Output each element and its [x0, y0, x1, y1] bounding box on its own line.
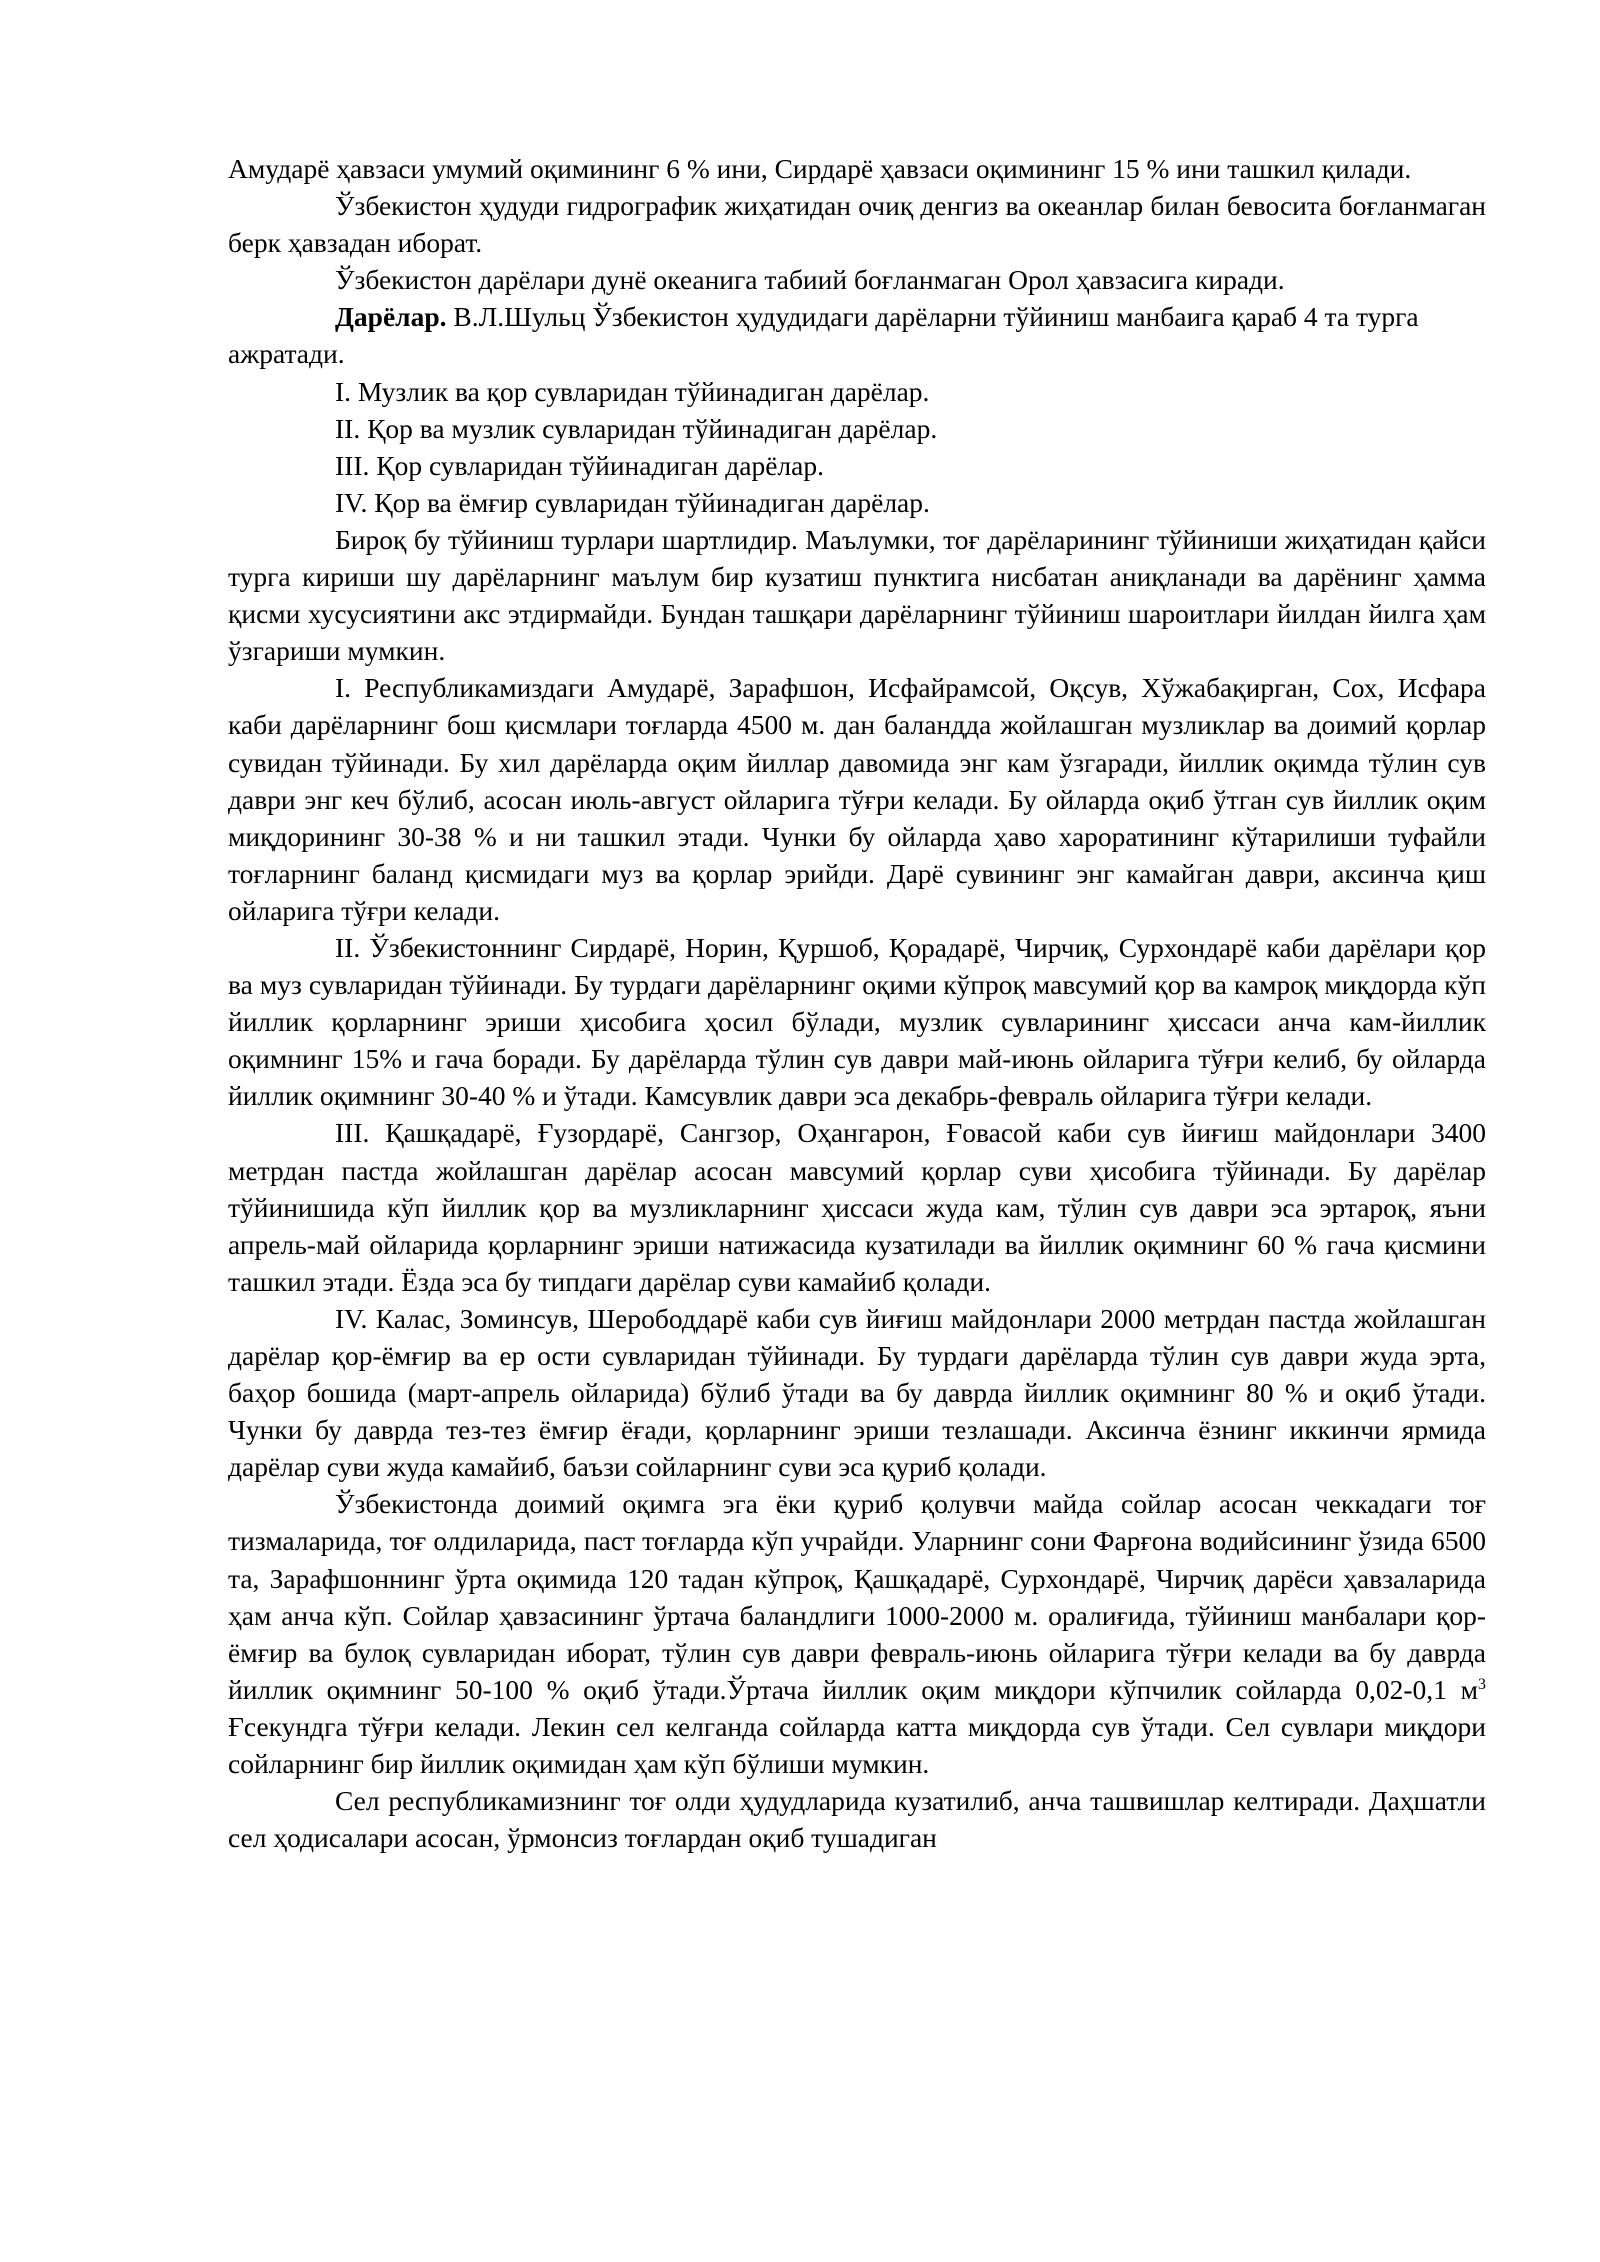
list-item-type-1: I. Музлик ва қор сувларидан тўйинадиган дарёлар.	[335, 375, 930, 407]
small-streams-text: Ўзбекистонда доимий оқимга эга ёки қуриб қолувчи майда сойлар асосан чеккадаги тоғ тизмаларида, тоғ олдиларида, паст тоғларда кўп учрайди. Уларнинг сони Фарғона водийсининг ўзида 6500 та, Зарафшоннинг ўрта оқимида 120 тадан кўпроқ, Қашқадарё, Сурхондарё, Чирчиқ дарёси ҳавзаларида ҳам анча кўп. Сойлар ҳавзасининг ўртача баландлиги 1000-2000 м. оралиғида, тўйиниш манбалари қор-ёмғир ва булоқ сувларидан иборат, тўлин сув даври февраль-июнь ойларига тўғри келади ва бу даврда йиллик оқимнинг 50-100 % оқиб ўтади.Ўртача йиллик оқим миқдори кўпчилик сойларда 0,02-0,1 м	[228, 1488, 1486, 1705]
list-item-type-4: IV. Қор ва ёмғир сувларидан тўйинадиган дарёлар.	[335, 486, 930, 518]
paragraph-closed-basin: Ўзбекистон ҳудуди гидрографик жиҳатидан очиқ денгиз ва океанлар билан бевосита боғланмаган берк ҳавзадан иборат.	[228, 190, 1486, 259]
paragraph-conditional-types: Бироқ бу тўйиниш турлари шартлидир. Маълумки, тоғ дарёларининг тўйиниши жиҳатидан қайси турга кириши шу дарёларнинг маълум бир кузатиш пунктига нисбатан аниқланади ва дарёнинг ҳамма қисми хусусиятини акс этдирмайди. Бундан ташқари дарёларнинг тўйиниш шароитлари йилдан йилга ҳам ўзгариши мумкин.	[228, 523, 1486, 667]
paragraph-type-2-detail: II. Ўзбекистоннинг Сирдарё, Норин, Қуршоб, Қорадарё, Чирчиқ, Сурхондарё каби дарёлари қор ва муз сувларидан тўйинади. Бу турдаги дарёларнинг оқими кўпроқ мавсумий қор ва камроқ миқдорда кўп йиллик қорларнинг эриши ҳисобига ҳосил бўлади, музлик сувларининг ҳиссаси анча кам-йиллик оқимнинг 15% и гача боради. Бу дарёларда тўлин сув даври май-июнь ойларига тўғри келиб, бу ойларда йиллик оқимнинг 30-40 % и ўтади. Камсувлик даври эса декабрь-февраль ойларига тўғри келади.	[228, 931, 1486, 1112]
paragraph-type-3-detail: III. Қашқадарё, Ғузордарё, Сангзор, Оҳангарон, Ғовасой каби сув йиғиш майдонлари 3400 метрдан пастда жойлашган дарёлар асосан мавсумий қорлар суви ҳисобига тўйинади. Бу дарёлар тўйинишида кўп йиллик қор ва музликларнинг ҳиссаси жуда кам, тўлин сув даври эса эртароқ, яъни апрель-май ойларида қорларнинг эриши натижасида кузатилади ва йиллик оқимнинг 60 % гача қисмини ташкил этади. Ёзда эса бу типдаги дарёлар суви камайиб қолади.	[228, 1117, 1486, 1297]
paragraph-type-4-detail: IV. Калас, Зоминсув, Шерободдарё каби сув йиғиш майдонлари 2000 метрдан пастда жойлашган дарёлар қор-ёмғир ва ер ости сувларидан тўйинади. Бу турдаги дарёларда тўлин сув даври жуда эрта, баҳор бошида (март-апрель ойларида) бўлиб ўтади ва бу даврда йиллик оқимнинг 80 % и оқиб ўтади. Чунки бу даврда тез-тез ёмғир ёғади, қорларнинг эриши тезлашади. Аксинча ёзнинг иккинчи ярмида дарёлар суви жуда камайиб, баъзи сойларнинг суви эса қуриб қолади.	[228, 1302, 1486, 1483]
paragraph-type-1-detail: I. Республикамиздаги Амударё, Зарафшон, Исфайрамсой, Оқсув, Хўжабақирган, Сох, Исфара каби дарёларнинг бош қисмлари тоғларда 4500 м. дан баландда жойлашган музликлар ва доимий қорлар сувидан тўйинади. Бу хил дарёларда оқим йиллар давомида энг кам ўзгаради, йиллик оқимда тўлин сув даври энг кеч бўлиб, асосан июль-август ойларига тўғри келади. Бу ойларда оқиб ўтган сув йиллик оқим миқдорининг 30-38 % и ни ташкил этади. Чунки бу ойларда ҳаво хароратининг кўтарилиши туфайли тоғларнинг баланд қисмидаги муз ва қорлар эрийди. Дарё сувининг энг камайган даври, аксинча қиш ойларига тўғри келади.	[228, 672, 1486, 926]
cubic-superscript: 3	[1478, 1675, 1486, 1693]
document-page	[228, 150, 1486, 1856]
paragraph-shults-classification	[228, 298, 1486, 372]
paragraph-aral-basin: Ўзбекистон дарёлари дунё океанига табиий боғланмаган Орол ҳавзасига киради.	[335, 264, 1285, 296]
shults-text: В.Л.Шульц Ўзбекистон ҳудудидаги дарёларни тўйиниш манбаига қараб 4 та турга ажратади.	[228, 301, 1419, 370]
paragraph-intro-runoff: Амударё ҳавзаси умумий оқимининг 6 % ини, Сирдарё ҳавзаси оқимининг 15 % ини ташкил қилади.	[228, 153, 1412, 184]
paragraph-small-streams	[228, 1485, 1486, 1782]
list-item-type-3: III. Қор сувларидан тўйинадиган дарёлар.	[335, 449, 824, 481]
list-item-type-2: II. Қор ва музлик сувларидан тўйинадиган дарёлар.	[335, 412, 938, 444]
section-heading-darelar: Дарёлар.	[335, 301, 447, 333]
paragraph-mudflows: Сел республикамизнинг тоғ олди ҳудудларида кузатилиб, анча ташвишлар келтиради. Даҳшатли сел ҳодисалари асосан, ўрмонсиз тоғлардан оқиб тушадиган	[228, 1785, 1486, 1854]
small-streams-text-continued: Ғсекундга тўғри келади. Лекин сел келганда сойларда катта миқдорда сув ўтади. Сел сувлари миқдори сойларнинг бир йиллик оқимидан ҳам кўп бўлиши мумкин.	[228, 1710, 1486, 1780]
